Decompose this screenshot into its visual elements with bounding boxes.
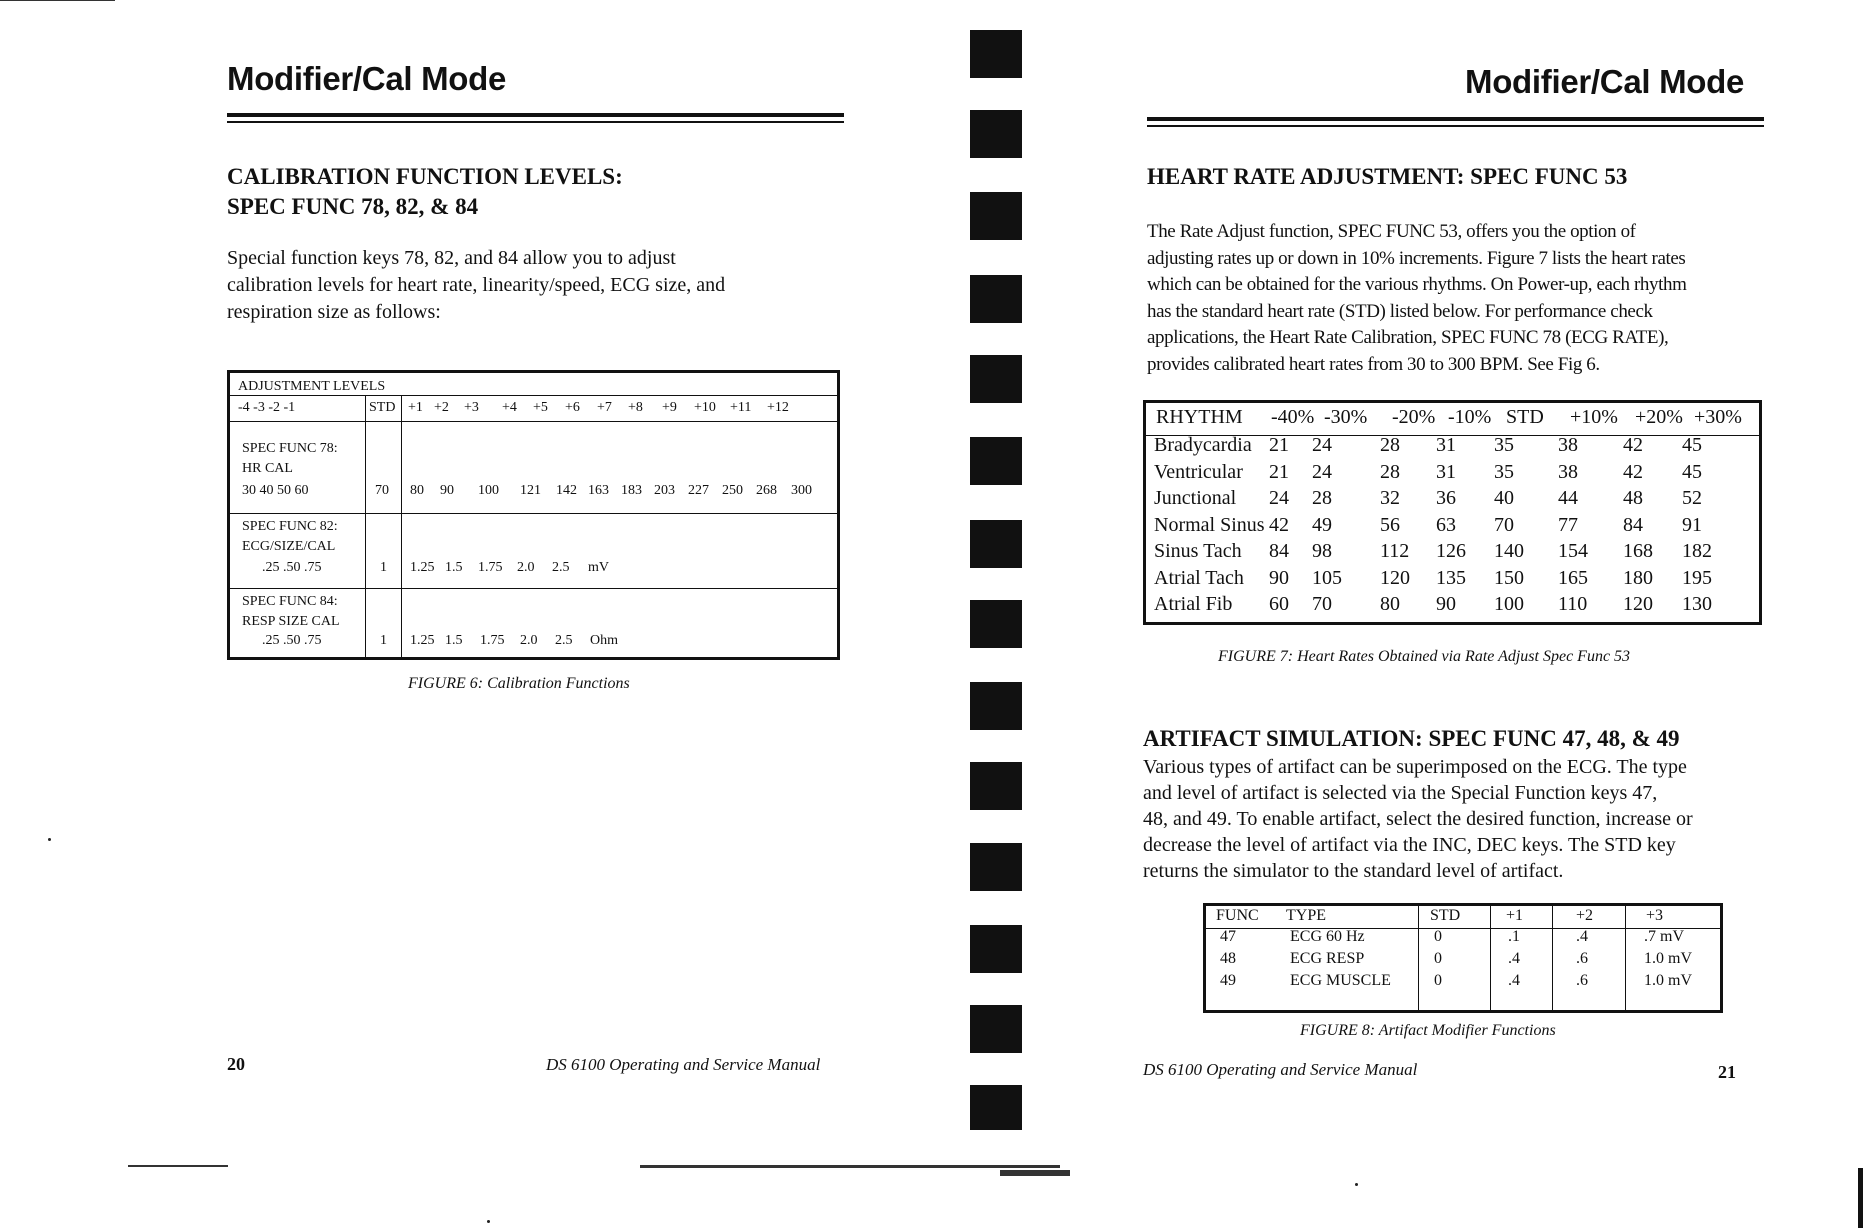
hr-rate-cell: 28 xyxy=(1312,487,1332,509)
art-header-type: TYPE xyxy=(1286,907,1326,924)
hr-rate-cell: 135 xyxy=(1436,566,1466,589)
row-label-line: HR CAL xyxy=(242,461,293,476)
binding-tab xyxy=(970,600,1022,648)
resp-size-value: 2.0 xyxy=(520,633,538,648)
art-cell: 0 xyxy=(1434,972,1442,989)
hr-rate-cell: 56 xyxy=(1380,513,1400,536)
table-divider xyxy=(230,513,837,514)
intro-line: and level of artifact is selected via the Special Function keys 47, xyxy=(1143,782,1658,804)
art-cell: 47 xyxy=(1220,928,1236,945)
scan-dot xyxy=(48,838,51,841)
hr-rate-cell: 120 xyxy=(1623,593,1653,615)
hr-rate-cell: 91 xyxy=(1682,513,1702,536)
intro-line: respiration size as follows: xyxy=(227,301,441,323)
row-label-resp-size-cal xyxy=(242,592,340,632)
right-page-number: 21 xyxy=(1718,1062,1736,1082)
art-cell: ECG 60 Hz xyxy=(1290,928,1365,945)
art-cell: 1.0 mV xyxy=(1644,950,1692,967)
hr-rate-cell: 24 xyxy=(1269,487,1289,509)
scan-mark-bottom-center xyxy=(640,1165,1060,1168)
row-label-line: RESP SIZE CAL xyxy=(242,614,340,629)
figure-8-caption: FIGURE 8: Artifact Modifier Functions xyxy=(1300,1022,1556,1039)
hr-rhythm-name: Ventricular xyxy=(1154,460,1243,483)
binding-tab xyxy=(970,192,1022,240)
hr-rate-cell: 42 xyxy=(1623,434,1643,456)
binding-tab xyxy=(970,437,1022,485)
ecg-size-value: 1.25 xyxy=(410,560,435,575)
intro-line: Special function keys 78, 82, and 84 allow you to adjust xyxy=(227,247,676,269)
pos-level-header: +11 xyxy=(730,400,752,415)
left-header-rule xyxy=(227,113,844,117)
hr-rhythm-name: Junctional xyxy=(1154,487,1237,509)
hr-rate-cell: 195 xyxy=(1682,566,1712,589)
art-header-plus3: +3 xyxy=(1646,907,1664,924)
hr-rate-cell: 112 xyxy=(1380,540,1410,562)
hr-rate-cell: 35 xyxy=(1494,434,1514,456)
calibration-intro xyxy=(227,245,847,326)
resp-size-neg-values: .25 .50 .75 xyxy=(262,633,322,648)
hr-cal-value: 142 xyxy=(556,483,577,498)
ecg-size-std: 1 xyxy=(380,560,387,575)
std-header: STD xyxy=(369,400,396,415)
hr-header-cell: -20% xyxy=(1392,406,1436,428)
hr-cal-value: 268 xyxy=(756,483,777,498)
calibration-table xyxy=(227,370,840,660)
ecg-size-value: 1.5 xyxy=(445,560,463,575)
pos-level-header: +3 xyxy=(464,400,479,415)
row-label-line: SPEC FUNC 84: xyxy=(242,594,338,609)
hr-rate-cell: 42 xyxy=(1269,513,1289,536)
table-col-divider xyxy=(1625,906,1626,1010)
table-col-divider xyxy=(1418,906,1419,1010)
right-page-header: Modifier/Cal Mode xyxy=(1465,63,1745,100)
hr-cal-value: 300 xyxy=(791,483,812,498)
resp-size-value: 1.75 xyxy=(480,633,505,648)
hr-rate-cell: 182 xyxy=(1682,540,1712,562)
hr-header-cell: +10% xyxy=(1570,406,1618,428)
intro-line: 48, and 49. To enable artifact, select the desired function, increase or xyxy=(1143,808,1693,830)
hr-rate-cell: 180 xyxy=(1623,566,1653,589)
art-cell: ECG MUSCLE xyxy=(1290,972,1391,989)
art-header-plus1: +1 xyxy=(1506,907,1524,924)
scan-mark-top xyxy=(0,0,115,1)
binding-tab xyxy=(970,275,1022,323)
intro-line: The Rate Adjust function, SPEC FUNC 53, offers you the option of xyxy=(1147,221,1636,242)
art-cell: ECG RESP xyxy=(1290,950,1365,967)
pos-level-header: +7 xyxy=(597,400,612,415)
table-col-divider xyxy=(1552,906,1553,1010)
hr-rate-cell: 150 xyxy=(1494,566,1524,589)
left-page-number: 20 xyxy=(227,1054,245,1074)
intro-line: calibration levels for heart rate, linearity/speed, ECG size, and xyxy=(227,274,726,296)
hr-rate-cell: 105 xyxy=(1312,566,1342,589)
pos-level-header: +9 xyxy=(662,400,677,415)
hr-rate-cell: 35 xyxy=(1494,460,1514,483)
binding-tab xyxy=(970,355,1022,403)
pos-level-header: +12 xyxy=(767,400,789,415)
resp-size-value: 2.5 xyxy=(555,633,573,648)
art-cell: .1 xyxy=(1508,928,1520,945)
hr-rate-cell: 98 xyxy=(1312,540,1332,562)
hr-rate-cell: 126 xyxy=(1436,540,1466,562)
row-label-line: SPEC FUNC 78: xyxy=(242,441,338,456)
binding-tab xyxy=(970,110,1022,158)
hr-rate-cell: 90 xyxy=(1269,566,1289,589)
hr-header-cell: -10% xyxy=(1448,406,1492,428)
intro-line: applications, the Heart Rate Calibration, SPEC FUNC 78 (ECG RATE), xyxy=(1147,327,1669,348)
art-cell: 1.0 mV xyxy=(1644,972,1692,989)
adjustment-levels-title: ADJUSTMENT LEVELS xyxy=(238,379,386,394)
hr-rate-cell: 84 xyxy=(1269,540,1289,562)
left-header-rule-thin xyxy=(227,121,844,123)
calibration-title-line1: CALIBRATION FUNCTION LEVELS: xyxy=(227,164,623,189)
art-cell: .6 xyxy=(1576,950,1588,967)
hr-rate-cell: 28 xyxy=(1380,460,1400,483)
table-divider xyxy=(230,421,837,422)
resp-size-std: 1 xyxy=(380,633,387,648)
art-header-plus2: +2 xyxy=(1576,907,1594,924)
hr-rate-cell: 48 xyxy=(1623,487,1643,509)
hr-adjustment-intro xyxy=(1147,219,1787,378)
hr-rate-cell: 140 xyxy=(1494,540,1524,562)
table-divider xyxy=(230,588,837,589)
art-header-func: FUNC xyxy=(1216,907,1259,924)
hr-rate-cell: 168 xyxy=(1623,540,1653,562)
left-page-header: Modifier/Cal Mode xyxy=(227,60,507,97)
binding-tab xyxy=(970,843,1022,891)
art-cell: .4 xyxy=(1508,950,1520,967)
intro-line: returns the simulator to the standard level of artifact. xyxy=(1143,860,1564,882)
scan-mark-bottom-center2 xyxy=(1000,1170,1070,1176)
binding-tab xyxy=(970,1005,1022,1053)
hr-cal-value: 121 xyxy=(520,483,541,498)
hr-rate-cell: 36 xyxy=(1436,487,1456,509)
table-col-divider xyxy=(1490,906,1491,1010)
artifact-simulation-title: ARTIFACT SIMULATION: SPEC FUNC 47, 48, & 49 xyxy=(1143,726,1680,751)
art-cell: 49 xyxy=(1220,972,1236,989)
hr-rate-cell: 32 xyxy=(1380,487,1400,509)
hr-rhythm-name: Atrial Tach xyxy=(1154,566,1244,589)
binding-tab xyxy=(970,682,1022,730)
ecg-size-value: 1.75 xyxy=(478,560,503,575)
scan-dot xyxy=(487,1220,490,1223)
binding-tab xyxy=(970,762,1022,810)
right-manual-title: DS 6100 Operating and Service Manual xyxy=(1143,1060,1418,1079)
hr-rate-cell: 80 xyxy=(1380,593,1400,615)
art-cell: .7 mV xyxy=(1644,928,1684,945)
hr-header-cell: -30% xyxy=(1324,406,1368,428)
artifact-intro xyxy=(1143,754,1793,884)
hr-rate-cell: 31 xyxy=(1436,434,1456,456)
pos-level-header: +2 xyxy=(434,400,449,415)
hr-rate-cell: 24 xyxy=(1312,434,1332,456)
hr-rhythm-name: Sinus Tach xyxy=(1154,540,1242,562)
hr-rate-cell: 28 xyxy=(1380,434,1400,456)
hr-rate-cell: 77 xyxy=(1558,513,1578,536)
hr-rate-cell: 24 xyxy=(1312,460,1332,483)
hr-rate-cell: 100 xyxy=(1494,593,1524,615)
hr-rate-cell: 40 xyxy=(1494,487,1514,509)
artifact-table xyxy=(1203,903,1723,1013)
binding-tab xyxy=(970,925,1022,973)
art-cell: .6 xyxy=(1576,972,1588,989)
hr-rate-cell: 52 xyxy=(1682,487,1702,509)
pos-level-header: +8 xyxy=(628,400,643,415)
calibration-title-line2: SPEC FUNC 78, 82, & 84 xyxy=(227,194,479,219)
hr-cal-value: 203 xyxy=(654,483,675,498)
hr-header-cell: +20% xyxy=(1635,406,1683,428)
hr-rate-cell: 45 xyxy=(1682,460,1702,483)
art-cell: .4 xyxy=(1508,972,1520,989)
hr-rate-cell: 45 xyxy=(1682,434,1702,456)
table-col-divider xyxy=(365,395,366,657)
ecg-size-value: 2.5 xyxy=(552,560,570,575)
hr-cal-value: 90 xyxy=(440,483,454,498)
figure-6-caption: FIGURE 6: Calibration Functions xyxy=(408,675,630,692)
neg-levels-header: -4 -3 -2 -1 xyxy=(238,400,296,415)
scan-mark-bottom-left xyxy=(128,1165,228,1167)
hr-rate-cell: 38 xyxy=(1558,434,1578,456)
resp-size-unit: Ohm xyxy=(590,633,618,648)
hr-adjustment-title: HEART RATE ADJUSTMENT: SPEC FUNC 53 xyxy=(1147,164,1628,189)
art-header-std: STD xyxy=(1430,907,1461,924)
right-header-rule-thin xyxy=(1147,125,1764,127)
art-cell: 0 xyxy=(1434,928,1442,945)
binding-tab xyxy=(970,520,1022,568)
pos-level-header: +4 xyxy=(502,400,517,415)
table-col-divider xyxy=(401,395,402,657)
hr-rate-cell: 44 xyxy=(1558,487,1578,509)
intro-line: Various types of artifact can be superimposed on the ECG. The type xyxy=(1143,756,1687,778)
pos-level-header: +6 xyxy=(565,400,580,415)
hr-rate-cell: 70 xyxy=(1494,513,1514,536)
hr-header-cell: STD xyxy=(1506,406,1544,428)
table-divider xyxy=(230,395,837,396)
hr-rate-cell: 84 xyxy=(1623,513,1643,536)
row-label-line: SPEC FUNC 82: xyxy=(242,519,338,534)
hr-rate-cell: 63 xyxy=(1436,513,1456,536)
resp-size-value: 1.25 xyxy=(410,633,435,648)
intro-line: decrease the level of artifact via the INC, DEC keys. The STD key xyxy=(1143,834,1676,856)
hr-rate-cell: 21 xyxy=(1269,434,1289,456)
hr-rhythm-name: Bradycardia xyxy=(1154,434,1252,456)
hr-rate-cell: 60 xyxy=(1269,593,1289,615)
hr-rate-cell: 90 xyxy=(1436,593,1456,615)
hr-cal-value: 80 xyxy=(410,483,424,498)
hr-header-cell: RHYTHM xyxy=(1156,406,1243,428)
art-cell: .4 xyxy=(1576,928,1588,945)
hr-rate-cell: 110 xyxy=(1558,593,1588,615)
table-divider xyxy=(1206,928,1720,929)
hr-cal-neg-values: 30 40 50 60 xyxy=(242,483,309,498)
heart-rate-table xyxy=(1143,400,1762,625)
pos-level-header: +5 xyxy=(533,400,548,415)
hr-cal-value: 163 xyxy=(588,483,609,498)
hr-rate-cell: 49 xyxy=(1312,513,1332,536)
intro-line: has the standard heart rate (STD) listed below. For performance check xyxy=(1147,300,1653,322)
binding-tab xyxy=(970,1085,1022,1130)
hr-rate-cell: 165 xyxy=(1558,566,1588,589)
ecg-size-value: 2.0 xyxy=(517,560,535,575)
hr-cal-std: 70 xyxy=(375,483,389,498)
pos-level-header: +1 xyxy=(408,400,423,415)
pos-level-header: +10 xyxy=(694,400,716,415)
hr-rate-cell: 38 xyxy=(1558,460,1578,483)
hr-cal-value: 250 xyxy=(722,483,743,498)
left-manual-title: DS 6100 Operating and Service Manual xyxy=(546,1055,821,1074)
hr-rate-cell: 120 xyxy=(1380,566,1410,589)
row-label-ecg-size-cal xyxy=(242,517,338,557)
hr-rate-cell: 154 xyxy=(1558,540,1588,562)
ecg-size-neg-values: .25 .50 .75 xyxy=(262,560,322,575)
ecg-size-unit: mV xyxy=(588,560,609,575)
resp-size-value: 1.5 xyxy=(445,633,463,648)
hr-rhythm-name: Atrial Fib xyxy=(1154,593,1233,615)
hr-rate-cell: 31 xyxy=(1436,460,1456,483)
hr-cal-value: 227 xyxy=(688,483,709,498)
hr-rate-cell: 70 xyxy=(1312,593,1332,615)
row-label-hr-cal xyxy=(242,439,338,479)
hr-header-cell: +30% xyxy=(1694,406,1742,428)
art-cell: 48 xyxy=(1220,950,1236,967)
hr-cal-value: 183 xyxy=(621,483,642,498)
scan-dot xyxy=(1355,1183,1358,1186)
right-header-rule xyxy=(1147,117,1764,121)
row-label-line: ECG/SIZE/CAL xyxy=(242,539,336,554)
scan-edge-mark xyxy=(1858,1168,1863,1228)
calibration-section-title xyxy=(227,162,623,222)
intro-line: provides calibrated heart rates from 30 to 300 BPM. See Fig 6. xyxy=(1147,353,1600,375)
hr-rate-cell: 21 xyxy=(1269,460,1289,483)
figure-7-caption: FIGURE 7: Heart Rates Obtained via Rate Adjust Spec Func 53 xyxy=(1218,648,1631,665)
hr-header-cell: -40% xyxy=(1271,406,1315,428)
hr-rate-cell: 42 xyxy=(1623,460,1643,483)
hr-rhythm-name: Normal Sinus xyxy=(1154,513,1265,536)
binding-tab xyxy=(970,30,1022,78)
art-cell: 0 xyxy=(1434,950,1442,967)
intro-line: which can be obtained for the various rhythms. On Power-up, each rhythm xyxy=(1147,274,1687,295)
hr-cal-value: 100 xyxy=(478,483,499,498)
hr-rate-cell: 130 xyxy=(1682,593,1712,615)
intro-line: adjusting rates up or down in 10% increments. Figure 7 lists the heart rates xyxy=(1147,247,1686,269)
